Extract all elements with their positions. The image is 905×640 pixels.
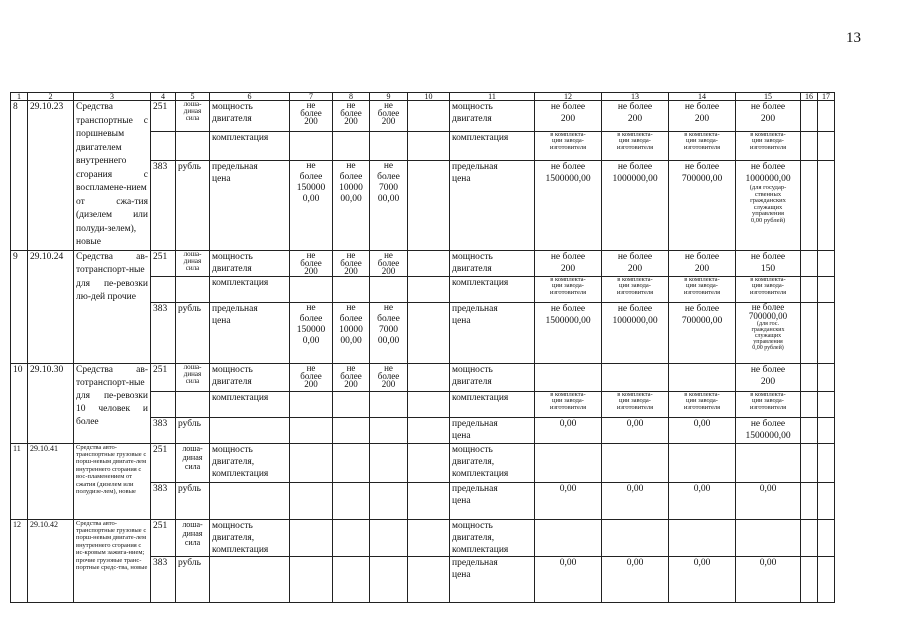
item-name: Средства транспортные с поршневым двигателем внутреннего сгорания с воспламене-нием от сжа-тия (дизелем или полуди-зелем), новые (74, 101, 151, 251)
value-cell: не более 200 (290, 250, 333, 276)
characteristic-name: предельная цена (450, 302, 535, 363)
column-number: 3 (74, 93, 151, 101)
value-cell (602, 443, 669, 482)
value-cell (818, 391, 835, 417)
characteristic-name: предельная цена (450, 556, 535, 602)
value-cell: 0,00 (736, 482, 801, 519)
value-cell (818, 443, 835, 482)
characteristic-name: комплектация (210, 131, 290, 161)
row-number: 8 (11, 101, 28, 251)
value-cell (333, 131, 370, 161)
unit-code: 383 (151, 161, 176, 250)
value-cell: не более 200 (370, 250, 408, 276)
value-cell (801, 363, 818, 391)
value-cell (801, 417, 818, 443)
value-cell: в комплекта- ции завода- изготовителя (669, 131, 736, 161)
header-row (11, 93, 835, 101)
characteristic-name: мощность двигателя, комплектация (450, 519, 535, 556)
value-cell (669, 519, 736, 556)
value-cell: не более 1000000,00 (602, 161, 669, 250)
column-number: 14 (669, 93, 736, 101)
value-cell (290, 276, 333, 302)
value-cell: 0,00 (602, 556, 669, 602)
unit-code: 383 (151, 417, 176, 443)
value-cell (370, 417, 408, 443)
value-cell: в комплекта- ции завода- изготовителя (602, 391, 669, 417)
value-cell (818, 417, 835, 443)
value-cell (801, 250, 818, 276)
price-value: не более 1000000,00 (745, 162, 791, 185)
value-cell (290, 443, 333, 482)
value-cell: не более 150000 0,00 (290, 302, 333, 363)
item-name: Средства ав-тотранспорт-ные для пе-ревозки 10 человек и более (74, 363, 151, 443)
value-cell: не более 200 (370, 101, 408, 132)
value-cell (370, 391, 408, 417)
value-cell (408, 302, 450, 363)
value-cell (408, 556, 450, 602)
characteristic-name: предельная цена (450, 482, 535, 519)
value-cell (818, 519, 835, 556)
column-number: 6 (210, 93, 290, 101)
value-cell (151, 276, 176, 302)
column-number: 16 (801, 93, 818, 101)
value-cell (736, 161, 801, 250)
value-cell: в комплекта- ции завода- изготовителя (669, 276, 736, 302)
row-number: 11 (11, 443, 28, 519)
value-cell (801, 302, 818, 363)
unit-name: лоша- диная сила (176, 519, 210, 556)
unit-code: 251 (151, 443, 176, 482)
characteristic-name: мощность двигателя (450, 250, 535, 276)
unit-name: лоша- диная сила (176, 363, 210, 391)
unit-code: 251 (151, 363, 176, 391)
value-cell (736, 519, 801, 556)
characteristic-name: мощность двигателя (450, 363, 535, 391)
characteristic-name: комплектация (450, 131, 535, 161)
value-cell: не более 10000 00,00 (333, 161, 370, 250)
value-cell (333, 482, 370, 519)
value-cell (801, 519, 818, 556)
value-cell: не более 7000 00,00 (370, 302, 408, 363)
value-cell (290, 131, 333, 161)
requirements-table (10, 92, 835, 603)
value-cell: не более 700000,00 (669, 302, 736, 363)
characteristic-name: мощность двигателя, комплектация (210, 519, 290, 556)
value-cell (408, 417, 450, 443)
value-cell (408, 101, 450, 132)
table-row (11, 519, 835, 556)
characteristic-name: мощность двигателя (210, 101, 290, 132)
value-cell: в комплекта- ции завода- изготовителя (669, 391, 736, 417)
item-name: Средства авто-транспортные грузовые с порш-невым двигате-лем внутреннего сгорания с ис-кровым зажига-нием; прочие грузовые транс-портные средс-тва, новые (74, 519, 151, 602)
value-cell (333, 391, 370, 417)
characteristic-name: комплектация (210, 391, 290, 417)
value-cell (370, 131, 408, 161)
unit-name: рубль (176, 556, 210, 602)
column-number: 2 (28, 93, 74, 101)
value-cell: не более 7000 00,00 (370, 161, 408, 250)
unit-code: 251 (151, 101, 176, 132)
value-cell (210, 482, 290, 519)
characteristic-name: комплектация (210, 276, 290, 302)
item-name: Средства ав-тотранспорт-ные для пе-ревозки лю-дей прочие (74, 250, 151, 363)
value-cell (535, 519, 602, 556)
column-number: 5 (176, 93, 210, 101)
value-cell (370, 519, 408, 556)
value-cell: в комплекта- ции завода- изготовителя (535, 391, 602, 417)
value-cell: не более 1500000,00 (736, 417, 801, 443)
value-cell: не более 200 (736, 101, 801, 132)
value-cell: 0,00 (669, 417, 736, 443)
characteristic-name: мощность двигателя (450, 101, 535, 132)
value-cell (333, 519, 370, 556)
value-cell (333, 276, 370, 302)
characteristic-name: предельная цена (210, 302, 290, 363)
value-cell: не более 200 (535, 101, 602, 132)
value-cell (408, 482, 450, 519)
characteristic-name: мощность двигателя (210, 250, 290, 276)
unit-code: 383 (151, 556, 176, 602)
unit-code: 251 (151, 250, 176, 276)
value-cell (290, 519, 333, 556)
value-cell (176, 391, 210, 417)
value-cell (602, 363, 669, 391)
unit-name: лоша- диная сила (176, 101, 210, 132)
column-number: 4 (151, 93, 176, 101)
value-cell (801, 131, 818, 161)
okpd-code: 29.10.41 (28, 443, 74, 519)
unit-name: рубль (176, 482, 210, 519)
value-cell: в комплекта- ции завода- изготовителя (736, 131, 801, 161)
value-cell (370, 276, 408, 302)
value-cell: 0,00 (535, 482, 602, 519)
value-cell: не более 150000 0,00 (290, 161, 333, 250)
value-cell (818, 161, 835, 250)
value-cell: в комплекта- ции завода- изготовителя (535, 276, 602, 302)
characteristic-name: предельная цена (210, 161, 290, 250)
value-cell (801, 482, 818, 519)
table-row (11, 363, 835, 391)
okpd-code: 29.10.30 (28, 363, 74, 443)
value-cell (408, 250, 450, 276)
value-cell: в комплекта- ции завода- изготовителя (736, 391, 801, 417)
value-cell (408, 391, 450, 417)
value-cell (290, 417, 333, 443)
unit-code: 251 (151, 519, 176, 556)
column-number: 10 (408, 93, 450, 101)
value-cell (176, 276, 210, 302)
unit-name: рубль (176, 302, 210, 363)
page-number: 13 (846, 30, 861, 46)
value-cell (736, 302, 801, 363)
price-note: (для гос. гражданских служащих управления 0,00 рублей) (751, 320, 785, 351)
value-cell: не более 200 (370, 363, 408, 391)
value-cell (408, 519, 450, 556)
column-number: 7 (290, 93, 333, 101)
value-cell (818, 276, 835, 302)
value-cell: не более 1500000,00 (535, 161, 602, 250)
value-cell: в комплекта- ции завода- изготовителя (602, 276, 669, 302)
value-cell (408, 443, 450, 482)
value-cell: не более 200 (669, 101, 736, 132)
value-cell (818, 363, 835, 391)
table-row (11, 250, 835, 276)
value-cell (818, 302, 835, 363)
okpd-code: 29.10.23 (28, 101, 74, 251)
value-cell (818, 556, 835, 602)
table-row (11, 443, 835, 482)
value-cell (290, 482, 333, 519)
value-cell: не более 200 (333, 101, 370, 132)
price-note: (для государ- ственных гражданских служащих управления 0,00 рублей) (749, 184, 787, 224)
value-cell (370, 556, 408, 602)
unit-name: лоша- диная сила (176, 443, 210, 482)
column-number: 15 (736, 93, 801, 101)
value-cell: 0,00 (736, 556, 801, 602)
characteristic-name: предельная цена (450, 417, 535, 443)
value-cell: не более 200 (736, 363, 801, 391)
characteristic-name: мощность двигателя (210, 363, 290, 391)
value-cell (370, 443, 408, 482)
column-number: 8 (333, 93, 370, 101)
okpd-code: 29.10.24 (28, 250, 74, 363)
characteristic-name: предельная цена (450, 161, 535, 250)
value-cell (151, 391, 176, 417)
value-cell (736, 443, 801, 482)
value-cell (801, 161, 818, 250)
value-cell (669, 363, 736, 391)
value-cell (290, 556, 333, 602)
value-cell (408, 161, 450, 250)
value-cell: не более 200 (669, 250, 736, 276)
item-name: Средства авто-транспортные грузовые с порш-невым двигате-лем внутреннего сгорания с вос-пламенением от сжатия (дизелем или полудизе-лем), новые (74, 443, 151, 519)
column-number: 1 (11, 93, 28, 101)
row-number: 9 (11, 250, 28, 363)
value-cell: 0,00 (535, 417, 602, 443)
value-cell (408, 131, 450, 161)
unit-name: рубль (176, 417, 210, 443)
value-cell (333, 556, 370, 602)
value-cell (602, 519, 669, 556)
value-cell: не более 200 (535, 250, 602, 276)
value-cell: 0,00 (602, 417, 669, 443)
row-number: 12 (11, 519, 28, 602)
value-cell (408, 276, 450, 302)
value-cell: 0,00 (669, 482, 736, 519)
value-cell (535, 363, 602, 391)
value-cell: не более 200 (602, 101, 669, 132)
value-cell (210, 417, 290, 443)
unit-code: 383 (151, 302, 176, 363)
value-cell (535, 443, 602, 482)
value-cell: 0,00 (602, 482, 669, 519)
value-cell (333, 443, 370, 482)
column-number: 17 (818, 93, 835, 101)
value-cell: в комплекта- ции завода- изготовителя (535, 131, 602, 161)
value-cell (818, 250, 835, 276)
value-cell (370, 482, 408, 519)
value-cell (801, 556, 818, 602)
value-cell (408, 363, 450, 391)
value-cell (669, 443, 736, 482)
value-cell: не более 200 (333, 250, 370, 276)
characteristic-name: комплектация (450, 391, 535, 417)
column-number: 12 (535, 93, 602, 101)
unit-code: 383 (151, 482, 176, 519)
value-cell (818, 482, 835, 519)
characteristic-name: мощность двигателя, комплектация (450, 443, 535, 482)
value-cell (818, 131, 835, 161)
unit-name: лоша- диная сила (176, 250, 210, 276)
row-number: 10 (11, 363, 28, 443)
value-cell (176, 131, 210, 161)
value-cell (210, 556, 290, 602)
value-cell: не более 150 (736, 250, 801, 276)
value-cell: не более 1000000,00 (602, 302, 669, 363)
value-cell: 0,00 (535, 556, 602, 602)
characteristic-name: мощность двигателя, комплектация (210, 443, 290, 482)
value-cell: не более 10000 00,00 (333, 302, 370, 363)
value-cell: не более 200 (290, 363, 333, 391)
value-cell (801, 391, 818, 417)
okpd-code: 29.10.42 (28, 519, 74, 602)
value-cell (801, 101, 818, 132)
characteristic-name: комплектация (450, 276, 535, 302)
value-cell: не более 200 (333, 363, 370, 391)
value-cell (801, 443, 818, 482)
column-number: 11 (450, 93, 535, 101)
column-number: 13 (602, 93, 669, 101)
value-cell (818, 101, 835, 132)
price-value: не более 700000,00 (748, 302, 788, 321)
value-cell: в комплекта- ции завода- изготовителя (602, 131, 669, 161)
value-cell: в комплекта- ции завода- изготовителя (736, 276, 801, 302)
value-cell (801, 276, 818, 302)
value-cell: не более 1500000,00 (535, 302, 602, 363)
column-number: 9 (370, 93, 408, 101)
value-cell: не более 200 (602, 250, 669, 276)
value-cell (290, 391, 333, 417)
value-cell: 0,00 (669, 556, 736, 602)
value-cell: не более 700000,00 (669, 161, 736, 250)
unit-name: рубль (176, 161, 210, 250)
value-cell (151, 131, 176, 161)
value-cell (333, 417, 370, 443)
value-cell: не более 200 (290, 101, 333, 132)
table-row (11, 101, 835, 132)
